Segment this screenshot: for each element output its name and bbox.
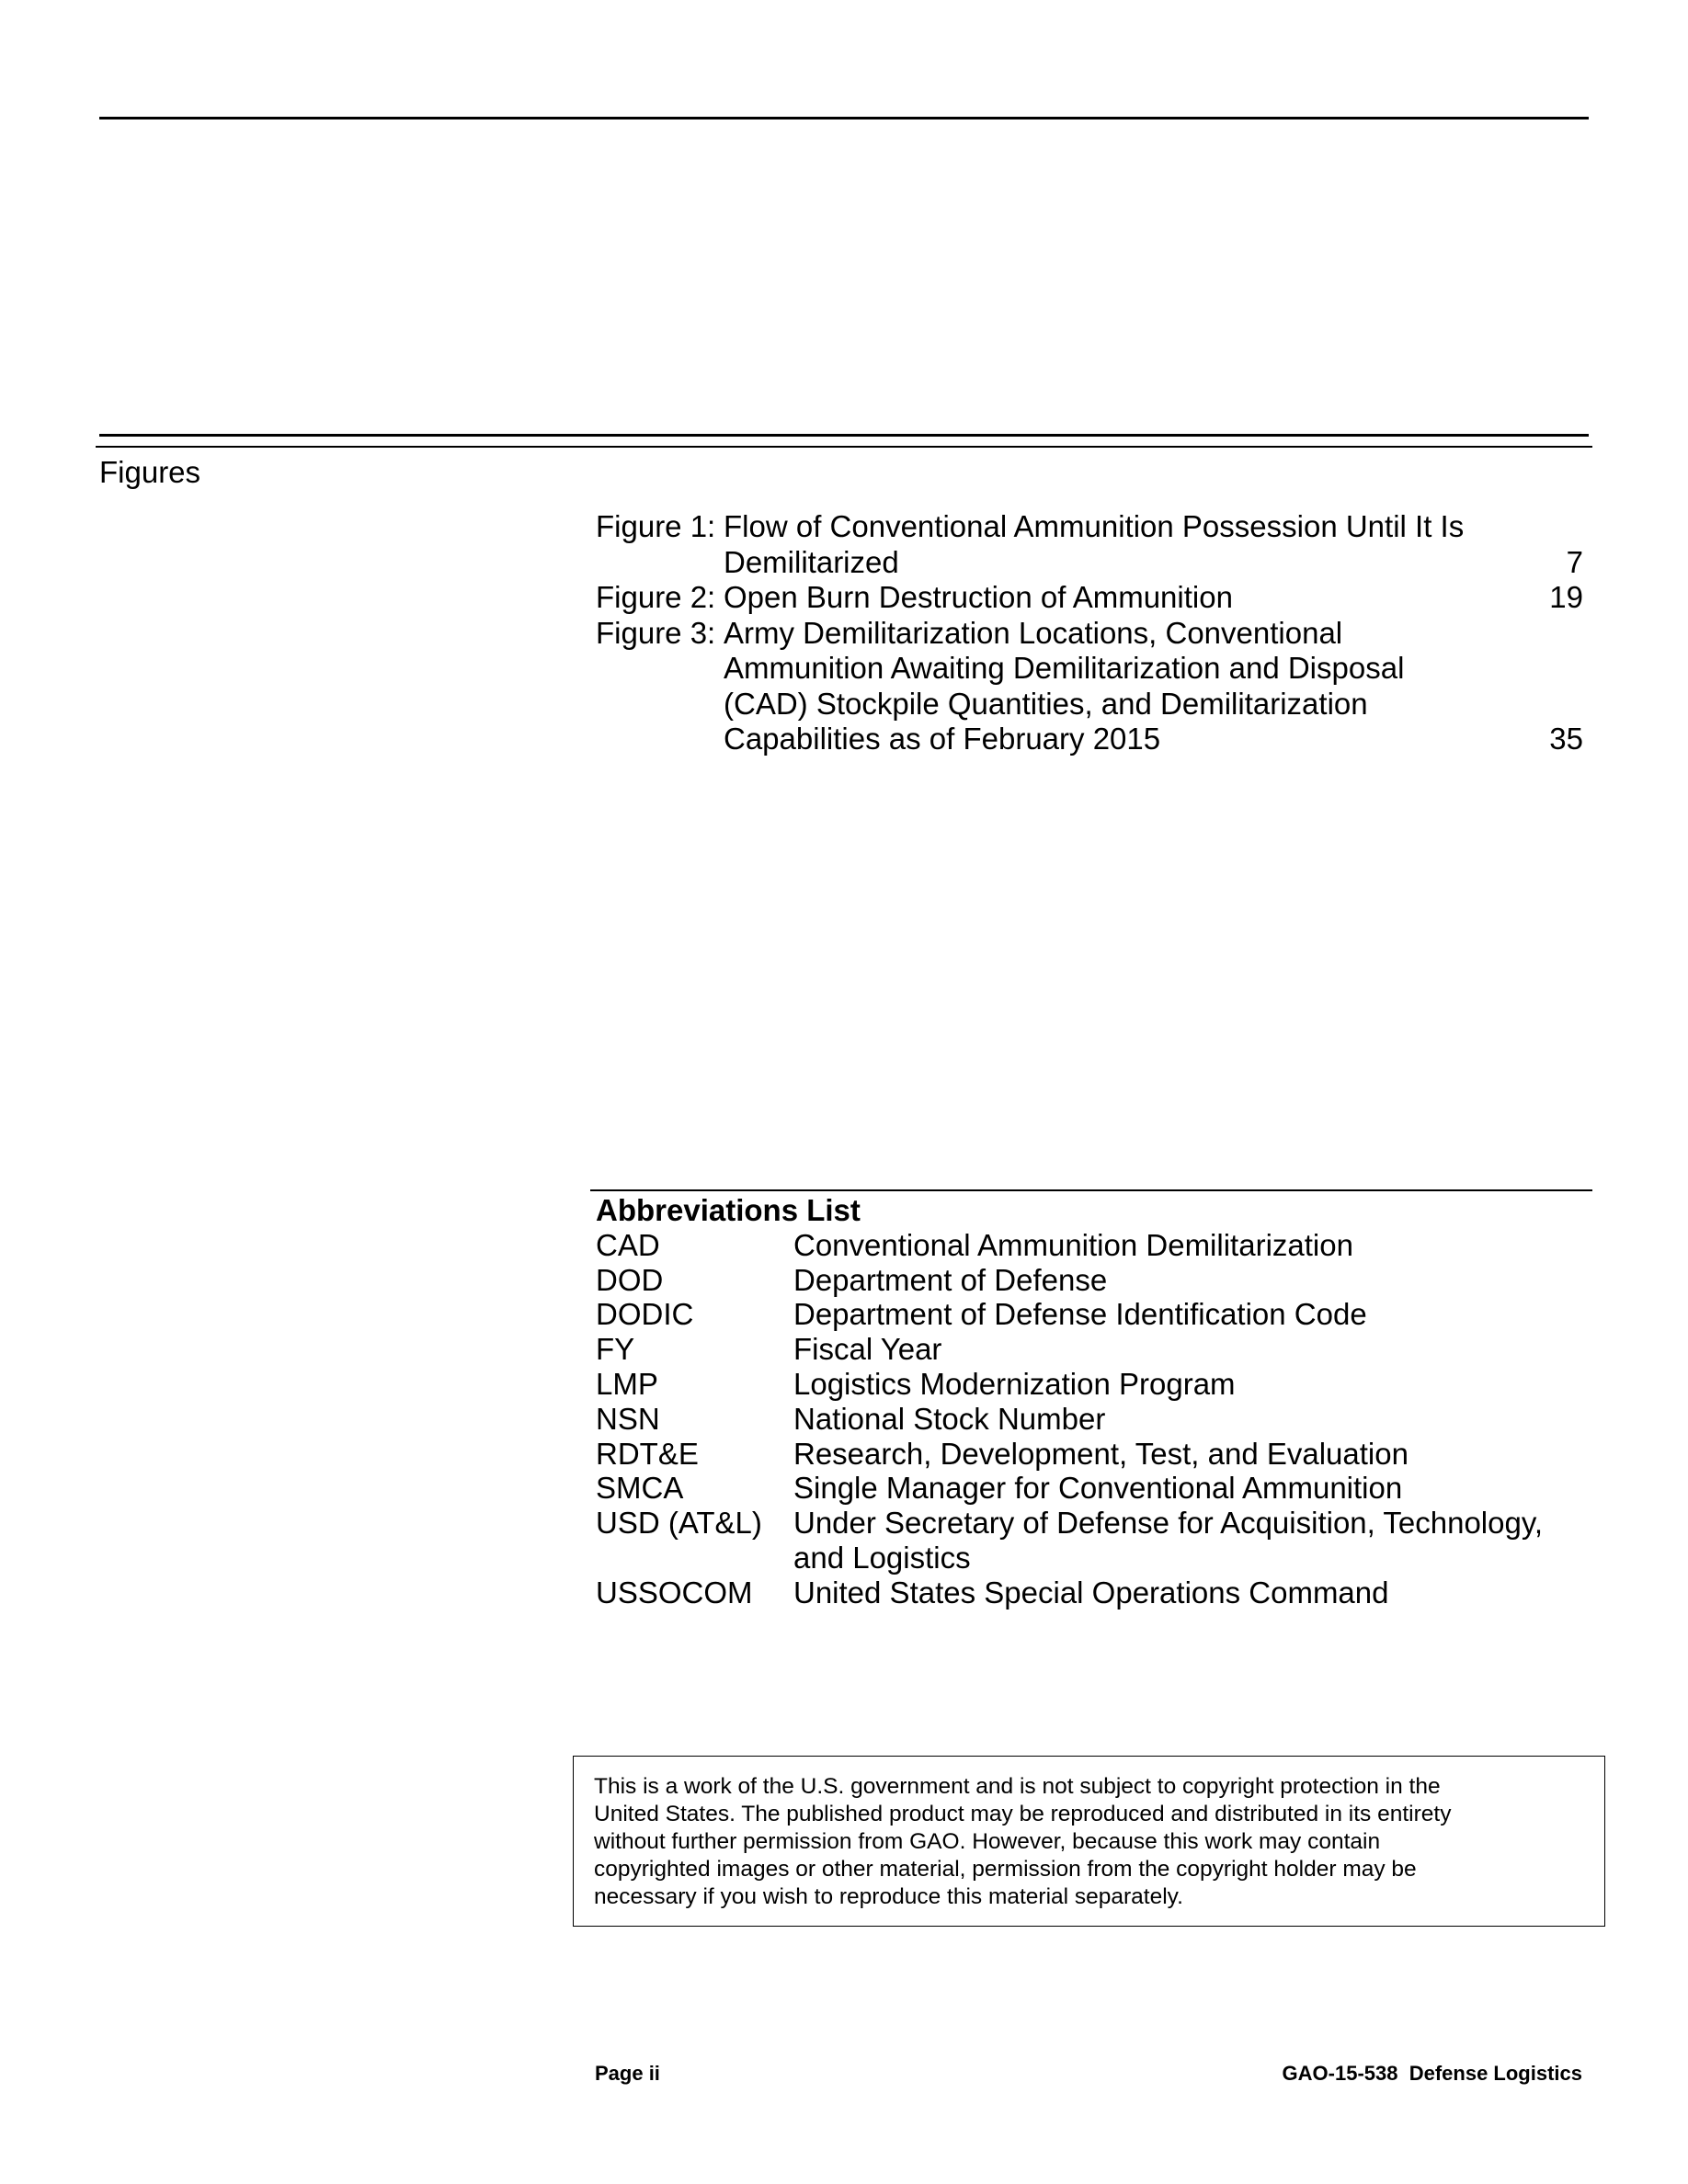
abbreviation-definition-line: Conventional Ammunition Demilitarization [793,1227,1353,1262]
abbreviation-row [596,1402,1592,1437]
abbreviation-row [596,1367,1592,1402]
figure-label: Figure 2: [596,580,716,614]
abbreviation-row [596,1297,1592,1332]
figures-list [596,509,1583,757]
abbreviation-definition [793,1437,1592,1472]
footer-page-number: Page ii [595,2062,660,2085]
figure-label: Figure 3: [596,615,716,650]
figure-title-line: Ammunition Awaiting Demilitarization and Disposal [724,651,1405,685]
abbreviation-definition [793,1332,1592,1367]
figure-title-line: Flow of Conventional Ammunition Possession Until It Is [724,509,1465,543]
abbreviation-term: SMCA [596,1471,684,1506]
copyright-line: necessary if you wish to reproduce this material separately. [594,1884,1183,1909]
abbreviation-definition [793,1297,1592,1332]
abbreviation-term: USSOCOM [596,1575,753,1610]
abbreviation-definition-line: and Logistics [793,1540,971,1575]
copyright-notice [573,1756,1605,1927]
figure-entry [596,616,1583,757]
figure-page-number: 7 [1566,544,1583,579]
abbreviation-row [596,1506,1592,1575]
abbreviation-term: USD (AT&L) [596,1506,762,1541]
abbreviation-definition-line: Research, Development, Test, and Evaluation [793,1436,1409,1471]
figure-entry [596,580,1583,616]
abbreviation-definition-line: Logistics Modernization Program [793,1366,1236,1401]
abbreviation-term: LMP [596,1366,658,1401]
figure-page-number: 19 [1549,580,1583,614]
abbreviation-definition [793,1228,1592,1263]
abbreviations-list [596,1193,1592,1610]
figure-title [724,616,1583,757]
abbreviation-term: DOD [596,1262,664,1297]
figure-page-number: 35 [1549,722,1583,756]
abbreviation-definition [793,1402,1592,1437]
abbreviation-term: CAD [596,1227,660,1262]
copyright-line: without further permission from GAO. However, because this work may contain [594,1829,1381,1854]
abbreviations-heading: Abbreviations List [596,1193,861,1227]
copyright-line: United States. The published product may be reproduced and distributed in its entirety [594,1802,1452,1826]
abbreviation-row [596,1332,1592,1367]
figure-title-line: Army Demilitarization Locations, Conventional [724,615,1343,650]
abbreviations-rule [590,1189,1592,1191]
footer-report-title: GAO-15-538 Defense Logistics [1282,2062,1582,2085]
copyright-line: copyrighted images or other material, permission from the copyright holder may be [594,1857,1417,1882]
abbreviation-definition-line: National Stock Number [793,1401,1106,1436]
abbreviation-row [596,1471,1592,1506]
figure-title-line: Open Burn Destruction of Ammunition [724,580,1233,614]
abbreviation-term: NSN [596,1401,660,1436]
abbreviation-row [596,1263,1592,1298]
abbreviation-term: RDT&E [596,1436,699,1471]
abbreviation-term: FY [596,1332,635,1367]
figure-title-line: Demilitarized [724,544,899,579]
abbreviation-definition-line: Under Secretary of Defense for Acquisition, Technology, [793,1506,1544,1541]
figures-rule-thick [99,434,1589,437]
abbreviation-row [596,1575,1592,1610]
figure-entry [596,509,1583,580]
abbreviation-definition [793,1506,1592,1575]
abbreviation-definition [793,1471,1592,1506]
abbreviation-definition-line: Department of Defense [793,1262,1108,1297]
figure-label: Figure 1: [596,509,716,543]
figure-title-line: Capabilities as of February 2015 [724,722,1161,756]
section-label: Figures [99,455,201,489]
abbreviation-definition-line: United States Special Operations Command [793,1575,1389,1610]
figure-title [724,580,1583,616]
abbreviation-definition [793,1367,1592,1402]
abbreviation-row [596,1228,1592,1263]
abbreviations-rows [596,1228,1592,1610]
figures-rule-thin [96,446,1592,448]
abbreviation-row [596,1437,1592,1472]
abbreviation-definition [793,1575,1592,1610]
abbreviation-term: DODIC [596,1297,694,1332]
copyright-line: This is a work of the U.S. government and is not subject to copyright protection in the [594,1774,1441,1799]
abbreviation-definition [793,1263,1592,1298]
figure-title [724,509,1583,580]
top-rule [99,117,1589,119]
abbreviation-definition-line: Fiscal Year [793,1332,942,1367]
abbreviation-definition-line: Single Manager for Conventional Ammunition [793,1471,1403,1506]
abbreviation-definition-line: Department of Defense Identification Code [793,1297,1367,1332]
figure-title-line: (CAD) Stockpile Quantities, and Demilitarization [724,686,1368,721]
